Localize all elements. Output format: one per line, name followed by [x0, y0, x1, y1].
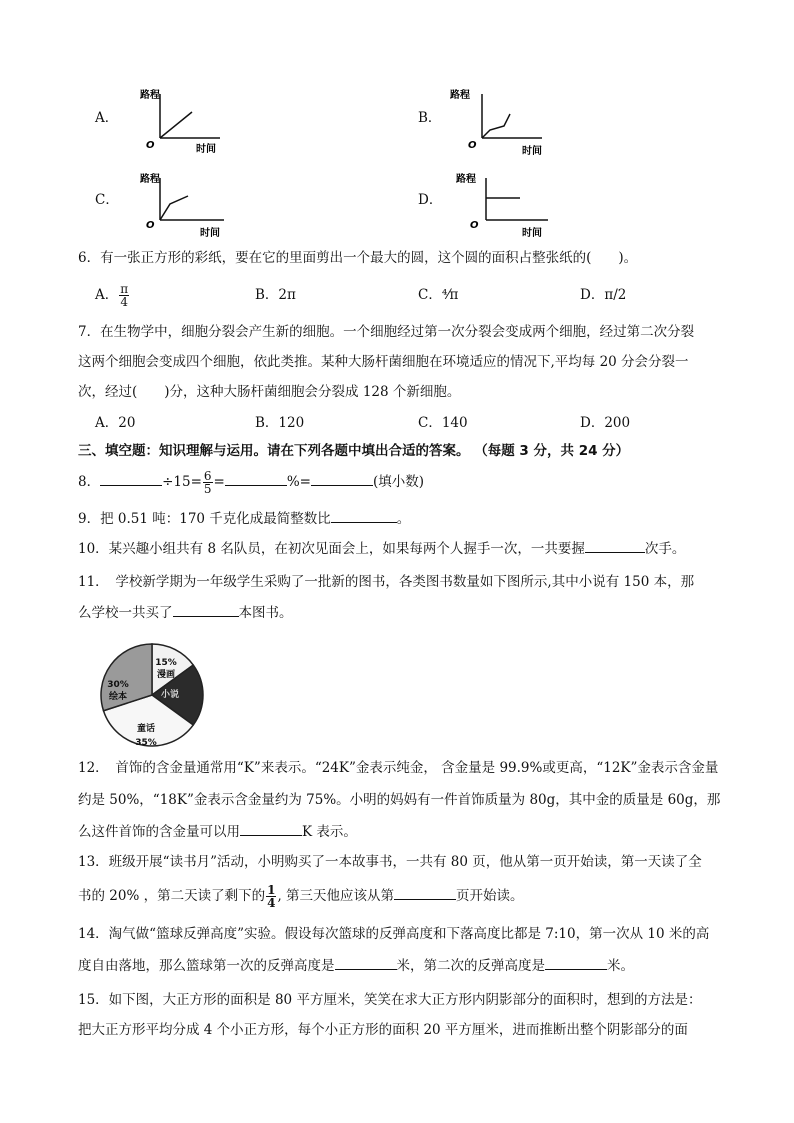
- q9-line: [78, 508, 410, 529]
- pie-label-0: 漫画: [156, 670, 176, 680]
- q9-prefix: 9．把 0.51 吨：170 千克化成最简整数比: [78, 511, 331, 527]
- q13-mid: , 第三天他应该从第: [277, 888, 395, 904]
- q6-a-fraction: [119, 283, 129, 308]
- pie-value-3: 30%: [107, 680, 129, 690]
- q12-line3: [78, 821, 357, 842]
- q13-line1: 13．班级开展“读书月”活动，小明购买了一本故事书，一共有 80 页，他从第一页开始读，第一天读了全: [78, 854, 702, 870]
- q8-denominator: 5: [203, 482, 212, 496]
- pie-label-1: 小说: [160, 690, 180, 700]
- q6-text: 6．有一张正方形的彩纸，要在它的里面剪出一个最大的圆，这个圆的面积占整张纸的( )。: [78, 250, 638, 266]
- q14-prefix: 度自由落地，那么篮球第一次的反弹高度是: [78, 958, 335, 974]
- graph-option-a: [140, 86, 230, 156]
- graph-c-path: [160, 196, 188, 220]
- q8-line: [78, 470, 424, 495]
- option-a-label: A．: [95, 110, 119, 126]
- q9-blank[interactable]: [331, 508, 397, 523]
- q8-blank-2[interactable]: [225, 471, 287, 486]
- q6-a-denominator: 4: [120, 295, 129, 309]
- q11-prefix: 么学校一共买了: [78, 605, 173, 621]
- q7-line2: 这两个细胞会变成四个细胞，依此类推。某种大肠杆菌细胞在环境适应的情况下,平均每 20 分会分裂一: [78, 354, 689, 370]
- q14-line2: [78, 955, 634, 976]
- q7-line3: 次，经过( )分，这种大肠杆菌细胞会分裂成 128 个新细胞。: [78, 384, 461, 400]
- graph-b-origin: O: [468, 140, 477, 151]
- graph-b-xlabel: 时间: [522, 146, 542, 157]
- q7-option-b: B．120: [255, 415, 305, 431]
- q11-blank[interactable]: [173, 602, 239, 617]
- q11-suffix: 本图书。: [238, 605, 293, 621]
- q13-numerator: 1: [267, 883, 276, 897]
- option-c-label: C．: [95, 192, 119, 208]
- q6-option-c: C．⁴⁄π: [418, 287, 459, 303]
- q13-suffix: 页开始读。: [456, 888, 524, 904]
- q13-fraction: [266, 884, 276, 909]
- q7-option-a: A．20: [95, 415, 136, 431]
- q8-mid3: %=: [286, 474, 311, 490]
- graph-a-ylabel: 路程: [140, 90, 160, 101]
- q14-line1: 14．淘气做“篮球反弹高度”实验。假设每次篮球的反弹高度和下落高度比都是 7:10，第一次从 10 米的高: [78, 926, 710, 942]
- q12-prefix: 么这件首饰的含金量可以用: [78, 824, 240, 840]
- graph-a-origin: O: [146, 140, 155, 151]
- q6-option-a: [95, 283, 130, 308]
- q13-denominator: 4: [267, 896, 276, 910]
- q7-option-c: C．140: [418, 415, 468, 431]
- q12-blank[interactable]: [240, 821, 302, 836]
- q11-line2: [78, 602, 293, 623]
- graph-a-path: [160, 112, 192, 138]
- graph-option-c: [140, 168, 230, 238]
- pie-label-2: 童话: [136, 724, 156, 734]
- q6-a-letter: A．: [95, 287, 119, 303]
- q14-mid: 米，第二次的反弹高度是: [396, 958, 545, 974]
- q12-line2: 约是 50%，“18K”金表示含金量约为 75%。小明的妈妈有一件首饰质量为 80g，其中金的质量是 60g，那: [78, 792, 721, 808]
- graph-d-ylabel: 路程: [456, 174, 476, 185]
- q13-line2: [78, 884, 524, 909]
- q8-blank-3[interactable]: [311, 471, 373, 486]
- q14-suffix: 米。: [607, 958, 634, 974]
- q12-line1: 12． 首饰的含金量通常用“K”来表示。“24K”金表示纯金， 含金量是 99.9%或更高，“12K”金表示含金量: [78, 760, 719, 776]
- q13-prefix: 书的 20% ，第二天读了剩下的: [78, 888, 266, 904]
- q8-numerator: 6: [203, 469, 212, 483]
- q7-line1: 7．在生物学中，细胞分裂会产生新的细胞。一个细胞经过第一次分裂会变成两个细胞，经过第二次分裂: [78, 324, 695, 340]
- graph-c-xlabel: 时间: [200, 228, 220, 239]
- pie-value-2: 35%: [135, 738, 157, 748]
- graph-c-ylabel: 路程: [140, 174, 160, 185]
- q11-line1: 11． 学校新学期为一年级学生采购了一批新的图书，各类图书数量如下图所示,其中小说有 150 本，那: [78, 574, 695, 590]
- q6-a-numerator: π: [120, 282, 129, 296]
- graph-b-ylabel: 路程: [450, 90, 470, 101]
- graph-c-origin: O: [146, 220, 155, 231]
- q10-blank[interactable]: [585, 538, 645, 553]
- pie-value-0: 15%: [155, 658, 177, 668]
- pie-label-3: 绘本: [108, 692, 128, 702]
- graph-option-b: [450, 86, 552, 157]
- q15-line1: 15．如下图，大正方形的面积是 80 平方厘米，笑笑在求大正方形内阴影部分的面积时，想到的方法是：: [78, 992, 702, 1008]
- option-b-label: B．: [418, 110, 442, 126]
- q14-blank-2[interactable]: [545, 955, 607, 970]
- q10-suffix: 次手。: [644, 541, 686, 557]
- q8-fraction: [203, 470, 213, 495]
- q8-prefix: 8．: [78, 474, 101, 490]
- q8-suffix: (填小数): [373, 474, 425, 490]
- pie-chart: [96, 642, 208, 748]
- graph-option-d: [448, 168, 558, 238]
- graph-d-xlabel: 时间: [522, 228, 542, 239]
- q7-option-d: D．200: [580, 415, 631, 431]
- q6-option-d: D．π/2: [580, 287, 627, 303]
- q10-prefix: 10．某兴趣小组共有 8 名队员，在初次见面会上，如果每两个人握手一次，一共要握: [78, 541, 585, 557]
- option-d-label: D．: [418, 192, 443, 208]
- q13-blank[interactable]: [394, 885, 456, 900]
- q9-suffix: 。: [396, 511, 411, 527]
- graph-d-origin: O: [470, 220, 479, 231]
- q8-blank-1[interactable]: [100, 471, 162, 486]
- q6-option-b: B．2π: [255, 287, 296, 303]
- section3-heading: 三、填空题：知识理解与运用。请在下列各题中填出合适的答案。 （每题 3 分，共 24 分）: [78, 443, 630, 459]
- q8-mid2: =: [213, 474, 225, 490]
- q12-suffix: K 表示。: [302, 824, 357, 840]
- graph-b-path: [482, 114, 510, 138]
- q10-line: [78, 538, 685, 559]
- q14-blank-1[interactable]: [335, 955, 397, 970]
- q8-mid1: ÷15=: [162, 474, 202, 490]
- q15-line2: 把大正方形平均分成 4 个小正方形，每个小正方形的面积 20 平方厘米，进而推断出整个阴影部分的面: [78, 1022, 688, 1038]
- graph-a-xlabel: 时间: [196, 144, 216, 155]
